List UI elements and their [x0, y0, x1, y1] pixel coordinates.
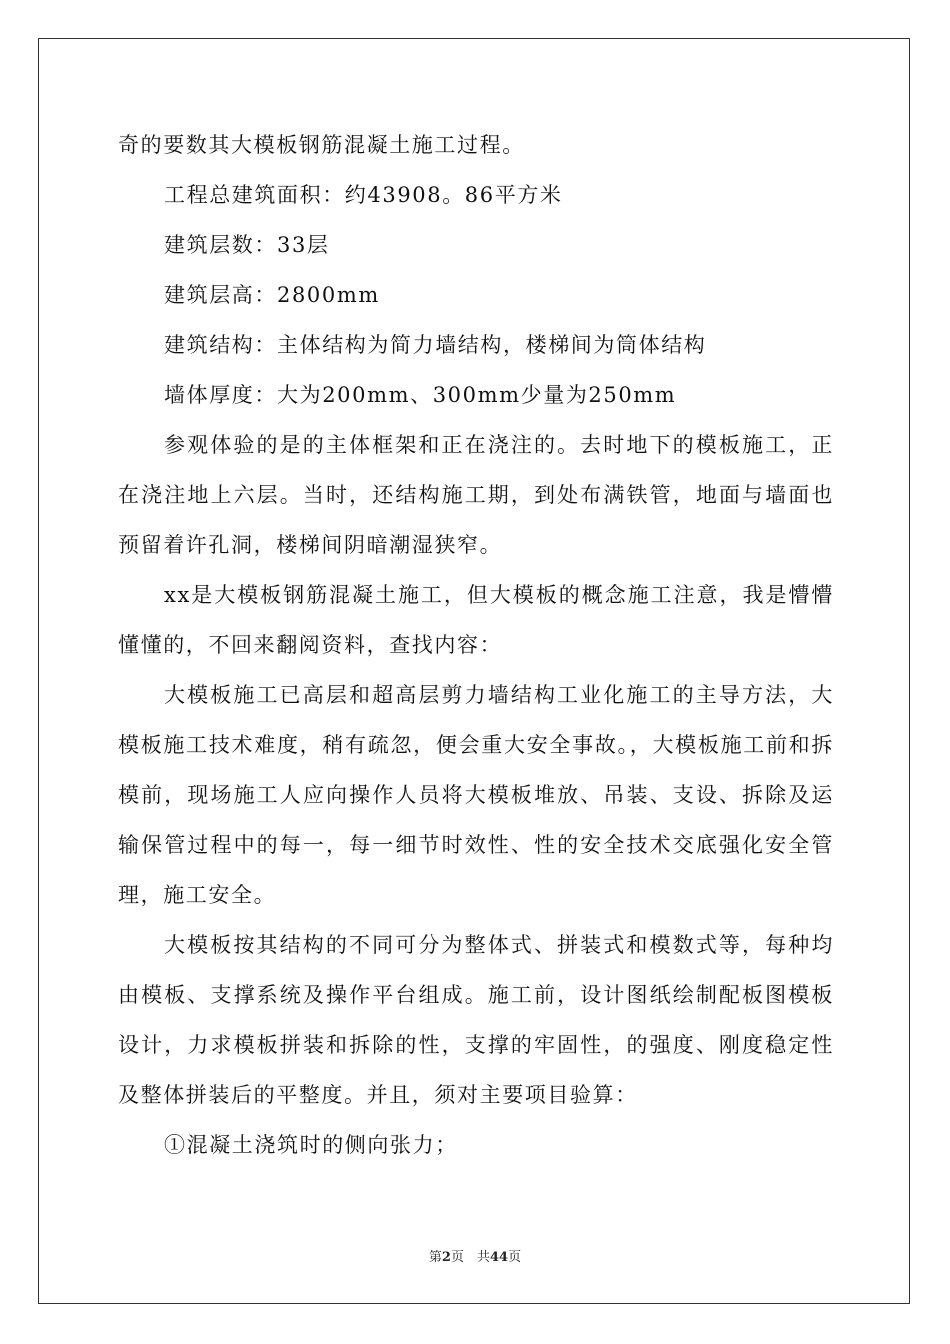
page-footer	[0, 1246, 950, 1265]
paragraph-2: 工程总建筑面积：约43908。86平方米	[164, 183, 563, 207]
paragraph-10: 大模板按其结构的不同可分为整体式、拼装式和模数式等，每种均由模板、支撑系统及操作平台组成。施工前，设计图纸绘制配板图模板设计，力求模板拼装和拆除的性，支撑的牢固性，的强度、刚度稳定性及整体拼装后的平整度。并且，须对主要项目验算：	[118, 933, 834, 1107]
paragraph-5: 建筑结构：主体结构为简力墙结构，楼梯间为筒体结构	[164, 333, 707, 357]
footer-page-number: 2	[441, 1250, 451, 1265]
paragraph-11: ①混凝土浇筑时的侧向张力；	[164, 1133, 458, 1157]
paragraph-4: 建筑层高：2800mm	[164, 283, 380, 307]
paragraph-8: xx是大模板钢筋混凝土施工，但大模板的概念施工注意，我是懵懵懂懂的，不回来翻阅资料，查找内容：	[118, 583, 834, 657]
paragraph-3: 建筑层数：33层	[164, 233, 330, 257]
document-body	[118, 120, 834, 1170]
footer-total-pages: 44	[489, 1250, 509, 1265]
paragraph-9: 大模板施工已高层和超高层剪力墙结构工业化施工的主导方法，大模板施工技术难度，稍有疏忽，便会重大安全事故。，大模板施工前和拆模前，现场施工人应向操作人员将大模板堆放、吊装、支设、拆除及运输保管过程中的每一，每一细节时效性、性的安全技术交底强化安全管理，施工安全。	[118, 683, 834, 907]
footer-suffix: 页	[508, 1250, 522, 1265]
footer-middle: 页 共	[450, 1250, 490, 1265]
paragraph-6: 墙体厚度：大为200mm、300mm少量为250mm	[164, 383, 677, 407]
paragraph-7: 参观体验的是的主体框架和正在浇注的。去时地下的模板施工，正在浇注地上六层。当时，还结构施工期，到处布满铁管，地面与墙面也预留着许孔洞，楼梯间阴暗潮湿狭窄。	[118, 433, 834, 557]
footer-prefix: 第	[428, 1250, 442, 1265]
paragraph-1: 奇的要数其大模板钢筋混凝土施工过程。	[118, 133, 525, 157]
